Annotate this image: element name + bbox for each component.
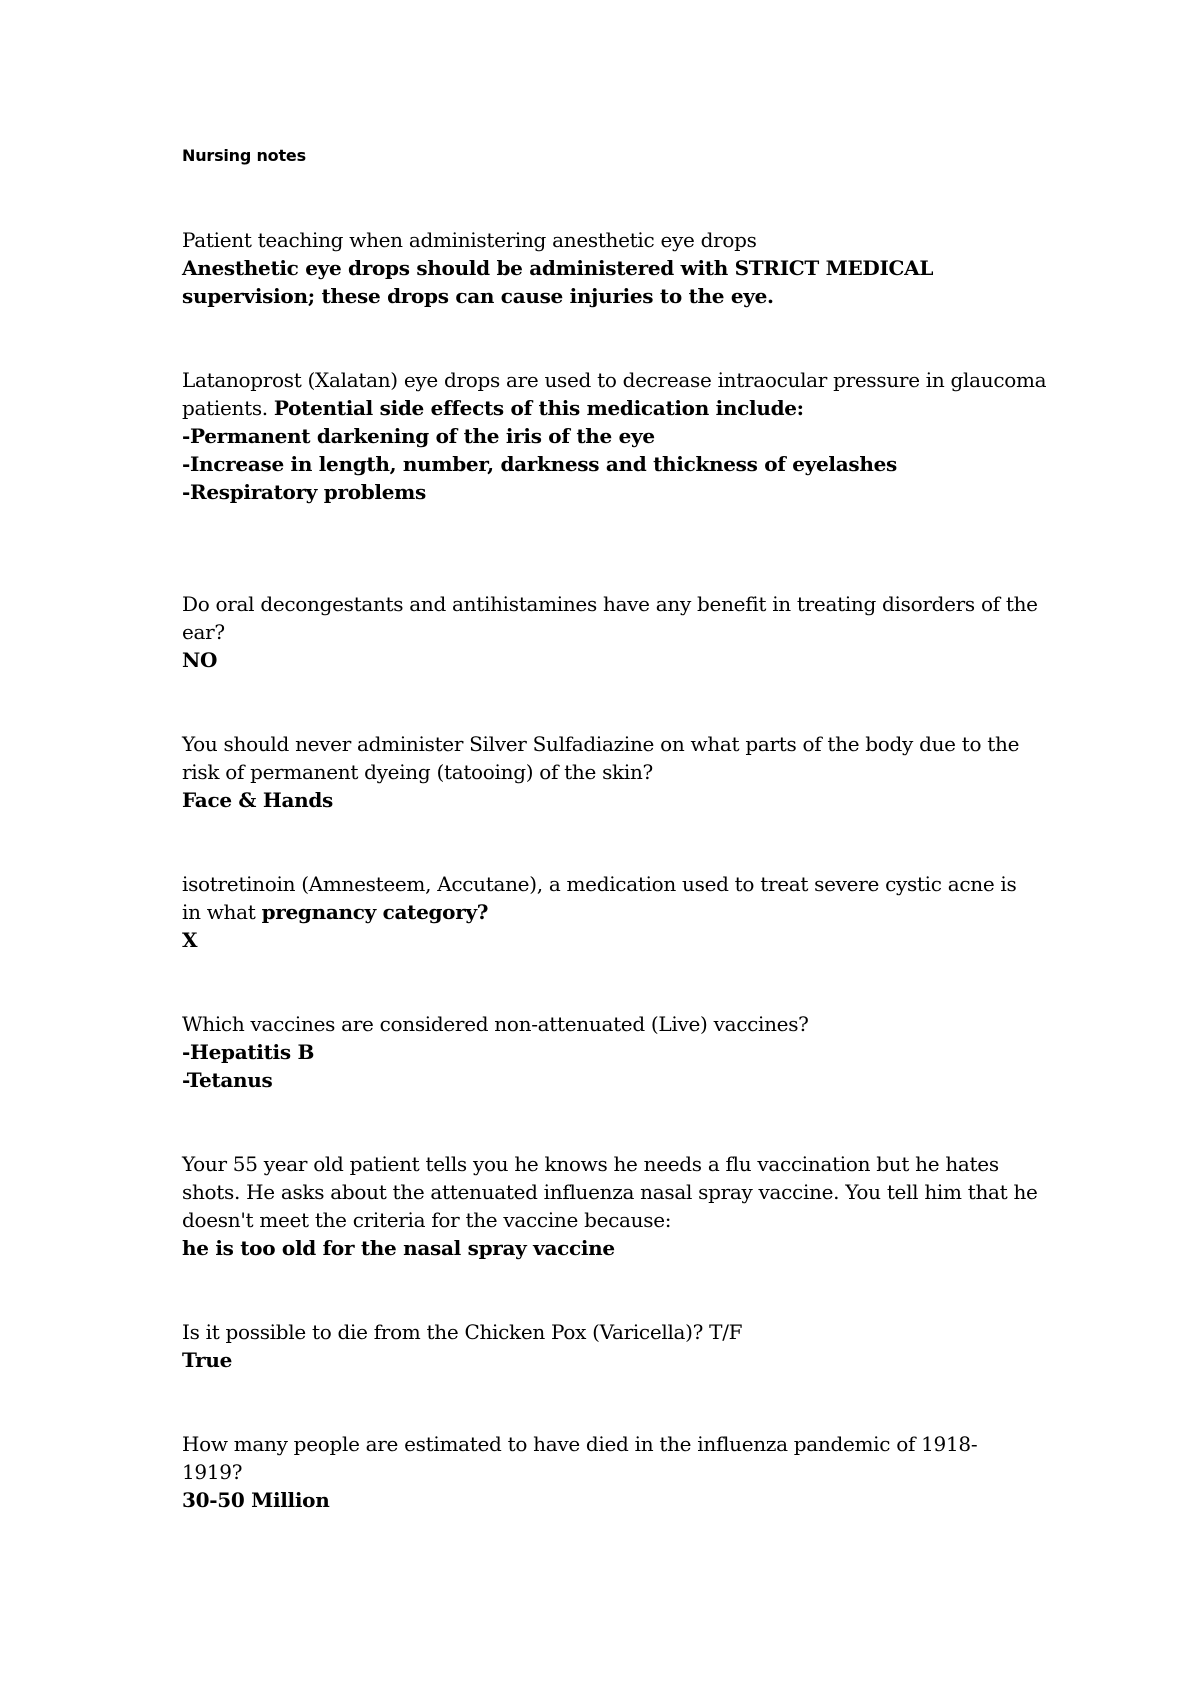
question-text: Which vaccines are considered non-attenuated (Live) vaccines? [182,1012,809,1036]
question-text: Is it possible to die from the Chicken Pox (Varicella)? T/F [182,1320,743,1344]
question-text: ear? [182,620,225,644]
question-line [182,898,1042,926]
document-title: Nursing notes [182,146,306,165]
answer-text: he is too old for the nasal spray vaccine [182,1236,615,1260]
question-text: in what [182,900,262,924]
note-anesthetic-eye-drops [182,226,1042,310]
answer-text: True [182,1348,233,1372]
question-line [182,394,1042,422]
question-text: How many people are estimated to have died in the influenza pandemic of 1918- [182,1432,978,1456]
note-silver-sulfadiazine [182,730,1042,814]
question-text: Your 55 year old patient tells you he knows he needs a flu vaccination but he hates [182,1152,999,1176]
answer-text: supervision; these drops can cause injuries to the eye. [182,284,774,308]
answer-heading: Potential side effects of this medication include: [273,396,804,420]
answer-list-item: -Hepatitis B [182,1040,315,1064]
note-chicken-pox [182,1318,1042,1374]
answer-list-item: -Increase in length, number, darkness and thickness of eyelashes [182,452,897,476]
answer-text: Face & Hands [182,788,333,812]
note-influenza-pandemic [182,1430,1042,1514]
question-text: shots. He asks about the attenuated influenza nasal spray vaccine. You tell him that he [182,1180,1038,1204]
answer-text: X [182,928,198,952]
question-text: doesn't meet the criteria for the vaccine because: [182,1208,672,1232]
answer-text: NO [182,648,218,672]
question-text: You should never administer Silver Sulfadiazine on what parts of the body due to the [182,732,1020,756]
question-text: isotretinoin (Amnesteem, Accutane), a medication used to treat severe cystic acne is [182,872,1017,896]
answer-list-item: -Permanent darkening of the iris of the eye [182,424,655,448]
answer-text: 30-50 Million [182,1488,330,1512]
question-emphasis: pregnancy category? [261,900,489,924]
answer-text: Anesthetic eye drops should be administered with STRICT MEDICAL [182,256,934,280]
question-text: Patient teaching when administering anesthetic eye drops [182,228,757,252]
question-text: Do oral decongestants and antihistamines have any benefit in treating disorders of the [182,592,1038,616]
answer-list-item: -Respiratory problems [182,480,426,504]
question-text: 1919? [182,1460,243,1484]
note-nasal-spray-vaccine [182,1150,1042,1262]
note-latanoprost [182,366,1047,506]
question-text: patients. [182,396,274,420]
note-decongestants-ear [182,590,1042,674]
question-text: Latanoprost (Xalatan) eye drops are used to decrease intraocular pressure in glaucoma [182,368,1047,392]
note-live-vaccines [182,1010,1042,1094]
answer-list-item: -Tetanus [182,1068,273,1092]
note-isotretinoin [182,870,1042,954]
question-text: risk of permanent dyeing (tatooing) of the skin? [182,760,653,784]
